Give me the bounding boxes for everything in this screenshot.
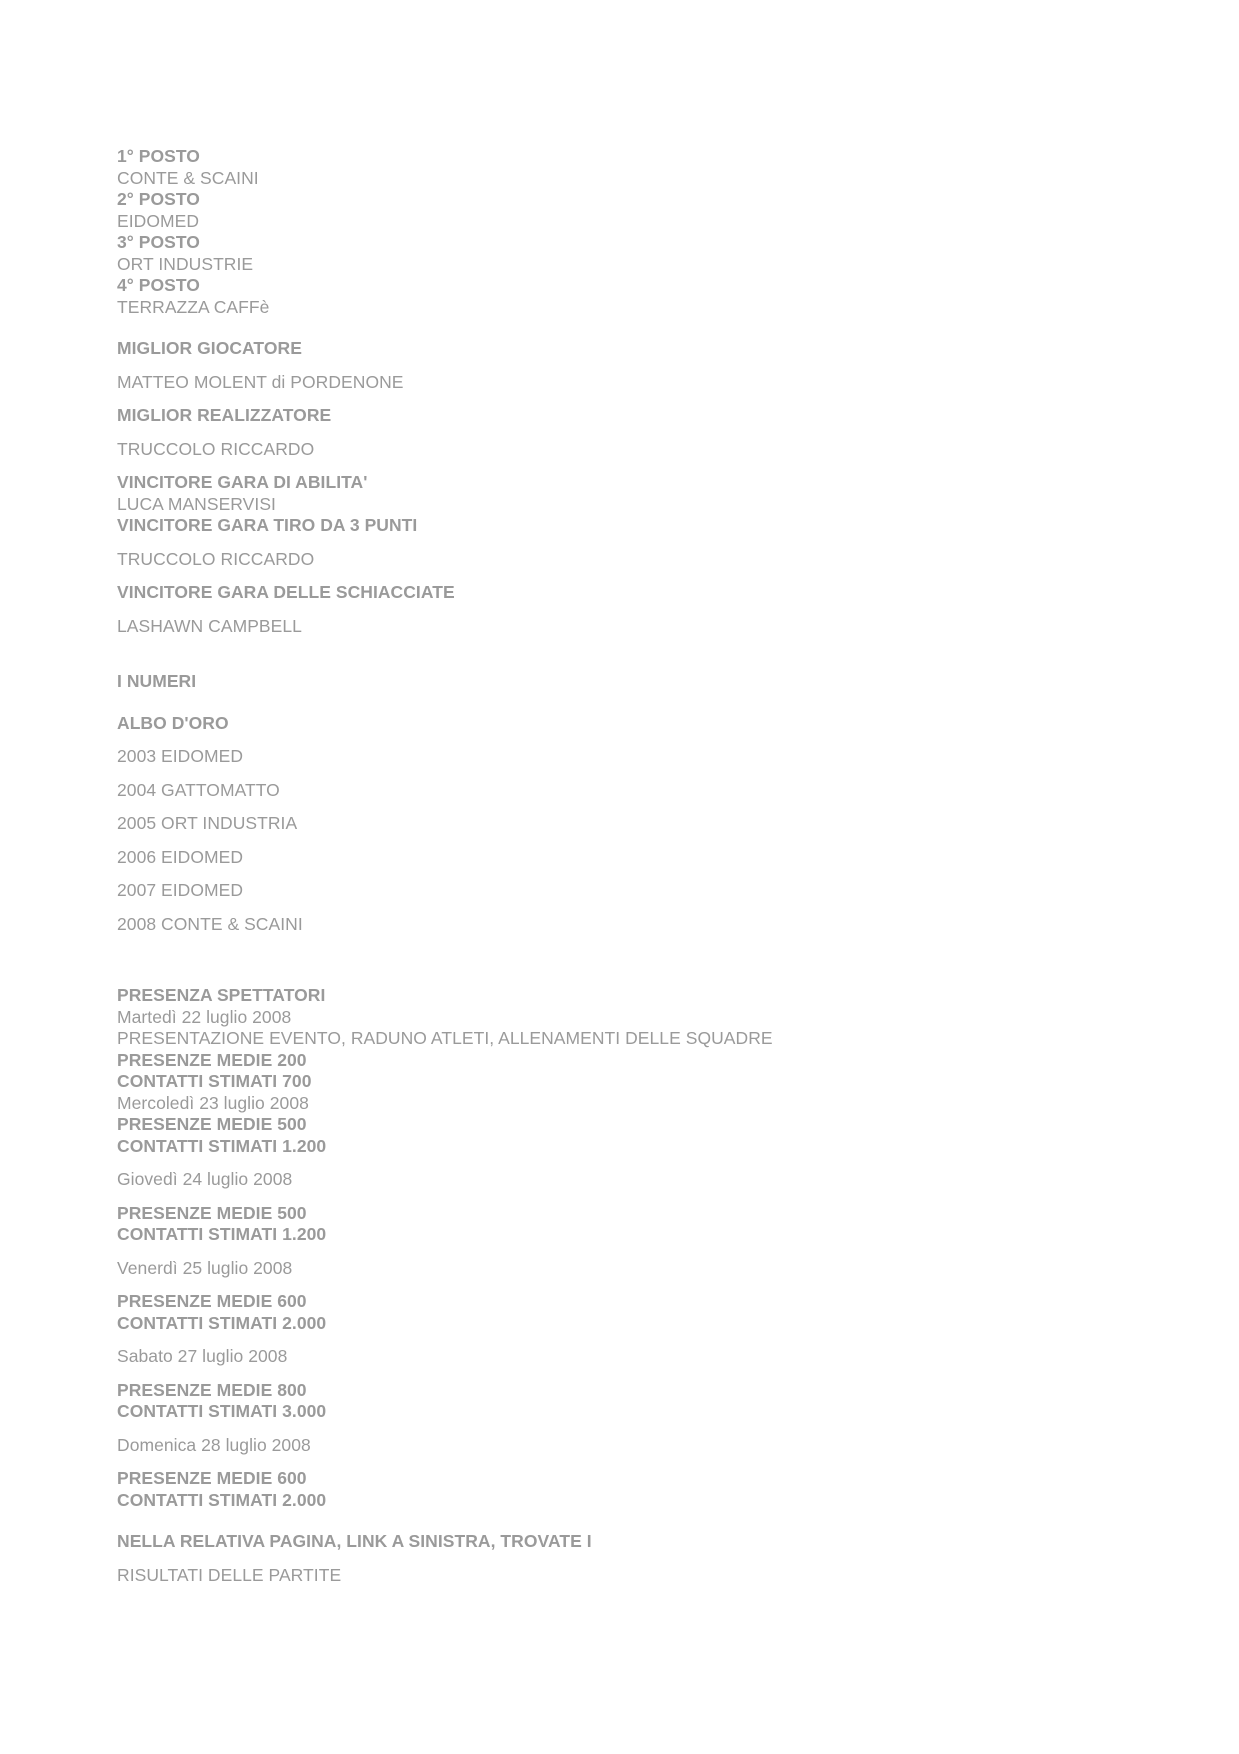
- estimated-contacts: CONTATTI STIMATI 700: [117, 1071, 312, 1091]
- footer-section: [117, 1531, 1117, 1586]
- skills-contest-heading: VINCITORE GARA DI ABILITA': [117, 472, 368, 492]
- avg-attendance: PRESENZE MEDIE 600: [117, 1291, 307, 1311]
- team-name: EIDOMED: [117, 210, 200, 231]
- albo-entry: 2007 EIDOMED: [117, 880, 244, 900]
- awards-section: [117, 338, 1117, 637]
- day-date: Venerdì 25 luglio 2008: [117, 1257, 293, 1278]
- avg-attendance: PRESENZE MEDIE 500: [117, 1114, 307, 1134]
- skills-contest-winner: LUCA MANSERVISI: [117, 493, 276, 514]
- avg-attendance: PRESENZE MEDIE 200: [117, 1049, 307, 1070]
- estimated-contacts: CONTATTI STIMATI 1.200: [117, 1224, 327, 1244]
- results-note: NELLA RELATIVA PAGINA, LINK A SINISTRA, TROVATE I: [117, 1531, 592, 1551]
- albo-entry: 2004 GATTOMATTO: [117, 779, 280, 800]
- team-name: ORT INDUSTRIE: [117, 253, 254, 274]
- estimated-contacts: CONTATTI STIMATI 2.000: [117, 1489, 327, 1510]
- podium-section: [117, 146, 1117, 318]
- numbers-heading: I NUMERI: [117, 671, 197, 691]
- albo-entry: 2006 EIDOMED: [117, 846, 244, 867]
- document-page: [117, 146, 1117, 1586]
- day-date: Sabato 27 luglio 2008: [117, 1346, 288, 1366]
- spectators-section: [117, 985, 1117, 1511]
- spectators-heading: PRESENZA SPETTATORI: [117, 985, 326, 1005]
- albo-entry: 2005 ORT INDUSTRIA: [117, 813, 298, 833]
- estimated-contacts: CONTATTI STIMATI 2.000: [117, 1312, 327, 1333]
- estimated-contacts: CONTATTI STIMATI 1.200: [117, 1135, 327, 1156]
- three-point-winner: TRUCCOLO RICCARDO: [117, 548, 315, 569]
- albo-entry: 2003 EIDOMED: [117, 746, 244, 766]
- top-scorer-heading: MIGLIOR REALIZZATORE: [117, 405, 332, 425]
- results-link-text: RISULTATI DELLE PARTITE: [117, 1564, 342, 1585]
- avg-attendance: PRESENZE MEDIE 600: [117, 1468, 307, 1488]
- day-note: PRESENTAZIONE EVENTO, RADUNO ATLETI, ALLENAMENTI DELLE SQUADRE: [117, 1028, 773, 1048]
- best-player-heading: MIGLIOR GIOCATORE: [117, 338, 302, 358]
- dunk-contest-heading: VINCITORE GARA DELLE SCHIACCIATE: [117, 582, 455, 602]
- place-label: 1° POSTO: [117, 146, 200, 166]
- three-point-heading: VINCITORE GARA TIRO DA 3 PUNTI: [117, 515, 418, 535]
- albo-entry: 2008 CONTE & SCAINI: [117, 913, 303, 934]
- estimated-contacts: CONTATTI STIMATI 3.000: [117, 1401, 327, 1421]
- place-label: 2° POSTO: [117, 189, 200, 209]
- day-date: Domenica 28 luglio 2008: [117, 1434, 311, 1455]
- place-label: 4° POSTO: [117, 275, 200, 295]
- best-player-name: MATTEO MOLENT di PORDENONE: [117, 371, 404, 392]
- day-date: Giovedì 24 luglio 2008: [117, 1169, 293, 1189]
- albo-doro-heading: ALBO D'ORO: [117, 712, 229, 733]
- team-name: TERRAZZA CAFFè: [117, 296, 270, 317]
- dunk-contest-winner: LASHAWN CAMPBELL: [117, 615, 302, 636]
- place-label: 3° POSTO: [117, 232, 200, 252]
- day-date: Martedì 22 luglio 2008: [117, 1006, 292, 1027]
- team-name: CONTE & SCAINI: [117, 167, 259, 188]
- avg-attendance: PRESENZE MEDIE 500: [117, 1202, 307, 1223]
- avg-attendance: PRESENZE MEDIE 800: [117, 1379, 307, 1400]
- albo-doro-section: [117, 713, 1117, 936]
- top-scorer-name: TRUCCOLO RICCARDO: [117, 438, 315, 459]
- day-date: Mercoledì 23 luglio 2008: [117, 1092, 309, 1113]
